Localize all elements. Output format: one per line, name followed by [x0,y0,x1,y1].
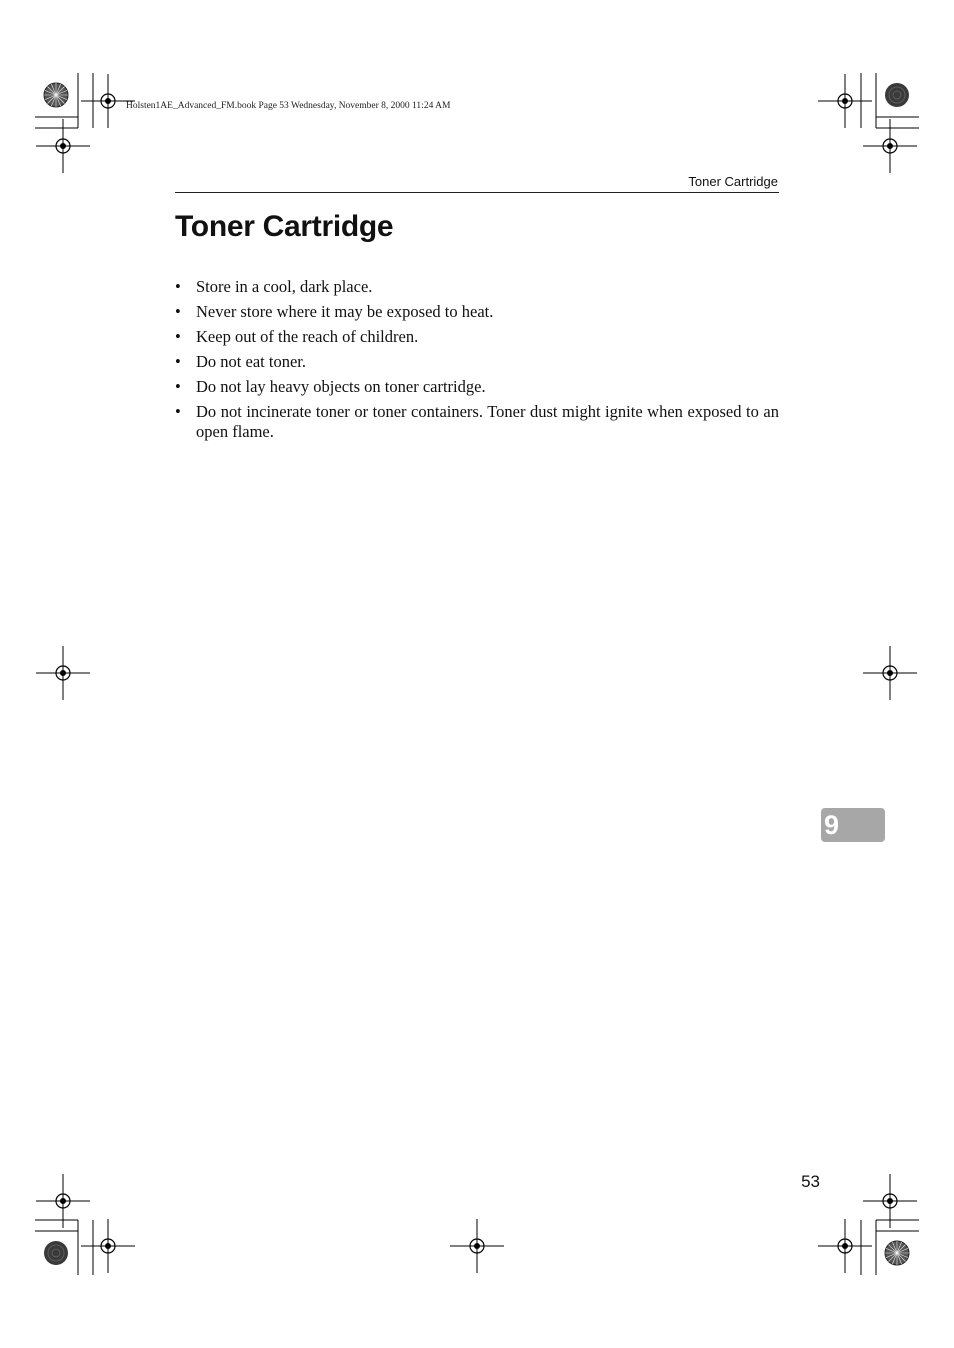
page-number: 53 [801,1172,820,1191]
center-mark-bottom [450,1219,504,1273]
list-item [175,327,779,347]
bullet-icon: • [175,327,181,347]
bullet-icon: • [175,277,181,296]
chapter-tab [821,808,885,842]
list-item [175,277,779,297]
bullet-icon: • [175,402,181,422]
list-item [175,377,779,397]
list-item-text: Do not incinerate toner or toner containers. Toner dust might ignite when exposed to an open flame. [196,402,779,441]
corner-mark-bottom-right [818,1174,919,1275]
list-item [175,352,779,372]
list-item-text: Do not lay heavy objects on toner cartridge. [196,377,486,397]
list-item-text: Store in a cool, dark place. [196,277,373,296]
corner-mark-top-left [35,73,135,173]
side-mark-right [863,646,917,700]
chapter-number: 9 [824,810,840,840]
print-job-info: Holsten1AE_Advanced_FM.book Page 53 Wednesday, November 8, 2000 11:24 AM [126,101,451,111]
bullet-icon: • [175,302,181,322]
corner-mark-bottom-left [35,1174,135,1275]
corner-mark-top-right [818,73,919,173]
running-header: Toner Cartridge [688,174,778,189]
list-item [175,402,779,441]
precaution-list [175,277,779,447]
bullet-icon: • [175,352,181,372]
bullet-icon: • [175,377,181,397]
header-rule [175,192,779,193]
list-item [175,302,779,322]
list-item-text: Never store where it may be exposed to heat. [196,302,494,322]
list-item-text: Do not eat toner. [196,352,306,372]
list-item-text: Keep out of the reach of children. [196,327,419,347]
side-mark-left [36,646,90,700]
page-title: Toner Cartridge [175,210,394,243]
